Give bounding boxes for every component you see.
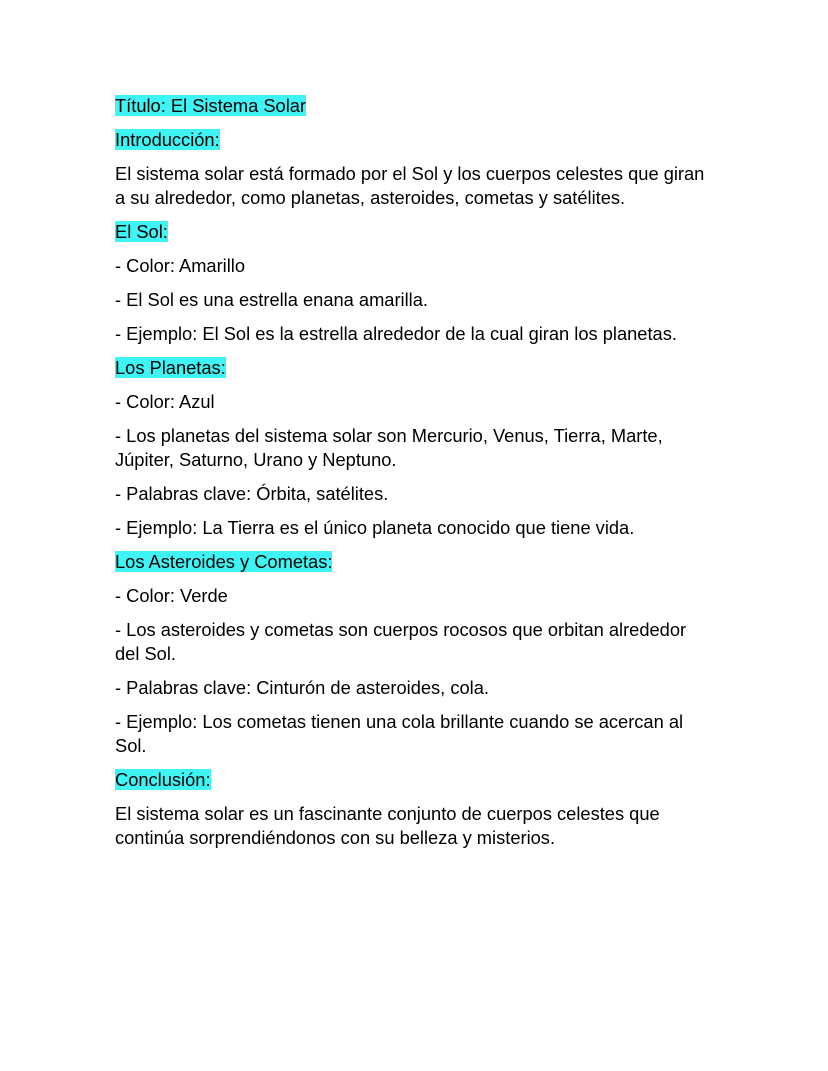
planetas-item: - Color: Azul bbox=[115, 391, 215, 412]
section-heading-line bbox=[115, 356, 715, 380]
planetas-item: - Palabras clave: Órbita, satélites. bbox=[115, 483, 389, 504]
document-page bbox=[115, 94, 715, 860]
asteroides-item: - Ejemplo: Los cometas tienen una cola brillante cuando se acercan al Sol. bbox=[115, 711, 684, 756]
section-heading-sol: El Sol: bbox=[115, 221, 168, 242]
sol-item: - Color: Amarillo bbox=[115, 255, 246, 276]
section-heading-introduccion: Introducción: bbox=[115, 129, 220, 150]
planetas-item: - Ejemplo: La Tierra es el único planeta conocido que tiene vida. bbox=[115, 517, 635, 538]
section-heading-line bbox=[115, 128, 715, 152]
introduccion-paragraph: El sistema solar está formado por el Sol y los cuerpos celestes que giran a su alrededor, como planetas, asteroides, cometas y satélites. bbox=[115, 163, 705, 208]
planetas-item: - Los planetas del sistema solar son Mercurio, Venus, Tierra, Marte, Júpiter, Saturno, Urano y Neptuno. bbox=[115, 425, 663, 470]
asteroides-item: - Los asteroides y cometas son cuerpos rocosos que orbitan alrededor del Sol. bbox=[115, 619, 687, 664]
sol-item: - Ejemplo: El Sol es la estrella alrededor de la cual giran los planetas. bbox=[115, 323, 677, 344]
section-heading-asteroides: Los Asteroides y Cometas: bbox=[115, 551, 333, 572]
sol-item: - El Sol es una estrella enana amarilla. bbox=[115, 289, 428, 310]
section-heading-line bbox=[115, 768, 715, 792]
document-title: Título: El Sistema Solar bbox=[115, 95, 307, 116]
section-heading-planetas: Los Planetas: bbox=[115, 357, 226, 378]
document-title-line bbox=[115, 94, 715, 118]
asteroides-item: - Color: Verde bbox=[115, 585, 228, 606]
section-heading-line bbox=[115, 220, 715, 244]
asteroides-item: - Palabras clave: Cinturón de asteroides, cola. bbox=[115, 677, 489, 698]
section-heading-conclusion: Conclusión: bbox=[115, 769, 211, 790]
section-heading-line bbox=[115, 550, 715, 574]
conclusion-paragraph: El sistema solar es un fascinante conjunto de cuerpos celestes que continúa sorprendiéndonos con su belleza y misterios. bbox=[115, 803, 660, 848]
